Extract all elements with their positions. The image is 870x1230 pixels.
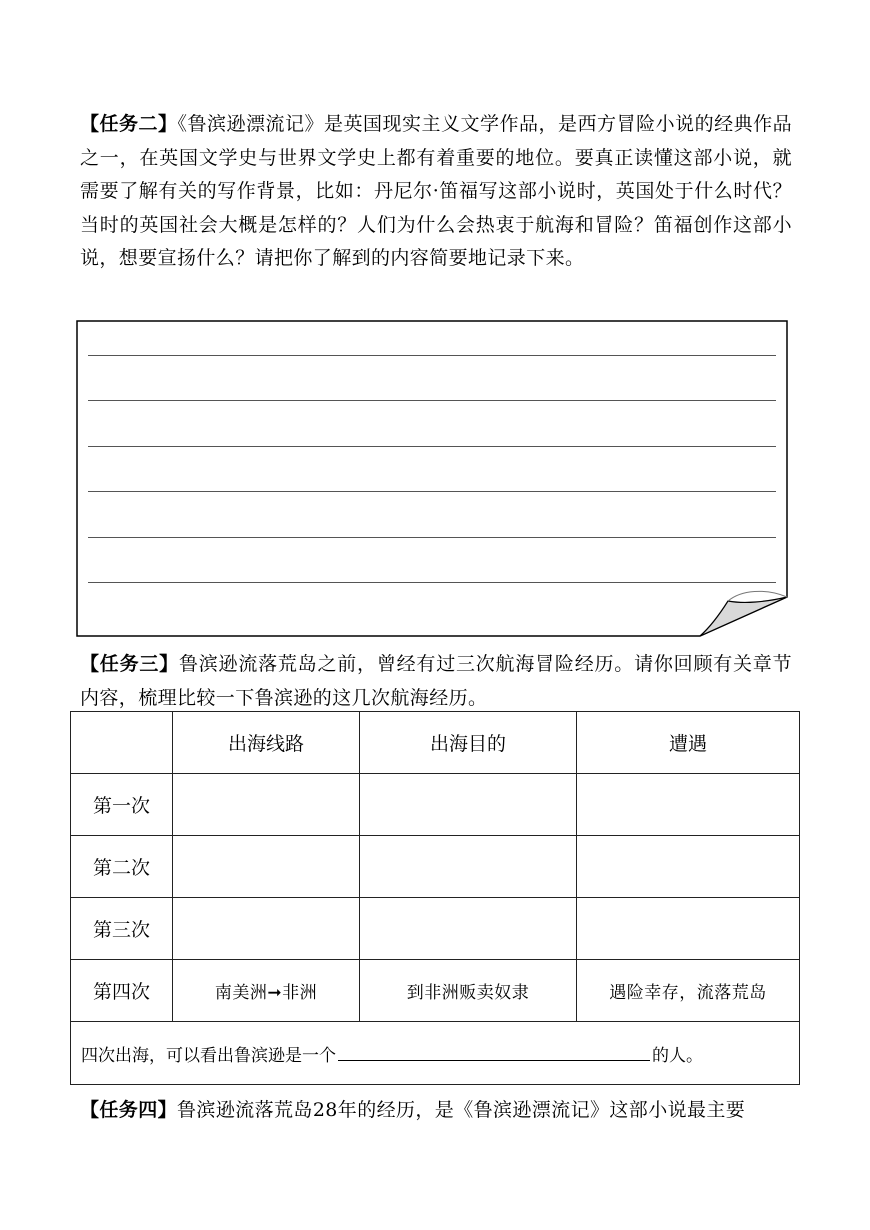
encounter-cell[interactable]: [577, 836, 800, 898]
answer-line[interactable]: [88, 355, 776, 356]
conclusion-prefix: 四次出海，可以看出鲁滨逊是一个: [81, 1045, 336, 1066]
answer-line[interactable]: [88, 446, 776, 447]
answer-line[interactable]: [88, 582, 776, 583]
conclusion-row: [71, 1022, 800, 1085]
row-label: 第四次: [71, 960, 173, 1022]
row-label: 第二次: [71, 836, 173, 898]
route-cell[interactable]: [173, 774, 360, 836]
header-cell-encounter: 遭遇: [577, 712, 800, 774]
purpose-cell: 到非洲贩卖奴隶: [360, 960, 577, 1022]
conclusion-suffix: 的人。: [652, 1045, 703, 1066]
answer-line[interactable]: [88, 400, 776, 401]
task4-text: 鲁滨逊流落荒岛28年的经历，是《鲁滨逊漂流记》这部小说最主要: [177, 1099, 746, 1121]
table-row: [71, 960, 800, 1022]
answer-line[interactable]: [88, 537, 776, 538]
table-row: [71, 774, 800, 836]
conclusion-cell: [71, 1022, 800, 1085]
answer-note-box[interactable]: [76, 320, 788, 637]
route-cell: 南美洲➞非洲: [173, 960, 360, 1022]
row-label: 第三次: [71, 898, 173, 960]
purpose-cell[interactable]: [360, 836, 577, 898]
route-cell[interactable]: [173, 898, 360, 960]
task2-paragraph: [80, 108, 792, 276]
purpose-cell[interactable]: [360, 898, 577, 960]
encounter-cell[interactable]: [577, 898, 800, 960]
task2-text: 《鲁滨逊漂流记》是英国现实主义文学作品，是西方冒险小说的经典作品之一，在英国文学史与世界文学史上都有着重要的地位。要真正读懂这部小说，就需要了解有关的写作背景，比如：丹尼尔·笛福写这部小说时，英国处于什么时代？当时的英国社会大概是怎样的？人们为什么会热衷于航海和冒险？笛福创作这部小说，想要宣扬什么？请把你了解到的内容简要地记录下来。: [80, 113, 792, 269]
voyage-comparison-table: [70, 711, 800, 1085]
task4-paragraph: [80, 1094, 792, 1128]
task2-label: 【任务二】: [80, 113, 178, 135]
conclusion-blank[interactable]: [338, 1042, 650, 1061]
header-cell-empty: [71, 712, 173, 774]
task3-text: 鲁滨逊流落荒岛之前，曾经有过三次航海冒险经历。请你回顾有关章节内容，梳理比较一下鲁滨逊的这几次航海经历。: [80, 653, 792, 709]
table-row: [71, 898, 800, 960]
table-row: [71, 836, 800, 898]
encounter-cell[interactable]: [577, 774, 800, 836]
task3-label: 【任务三】: [80, 653, 179, 675]
task4-label: 【任务四】: [80, 1099, 178, 1121]
encounter-cell: 遇险幸存，流落荒岛: [577, 960, 800, 1022]
page-curl-frame: [76, 320, 788, 637]
purpose-cell[interactable]: [360, 774, 577, 836]
header-cell-route: 出海线路: [173, 712, 360, 774]
table-header-row: [71, 712, 800, 774]
row-label: 第一次: [71, 774, 173, 836]
task3-paragraph: [80, 648, 792, 715]
route-cell[interactable]: [173, 836, 360, 898]
answer-line[interactable]: [88, 491, 776, 492]
header-cell-purpose: 出海目的: [360, 712, 577, 774]
